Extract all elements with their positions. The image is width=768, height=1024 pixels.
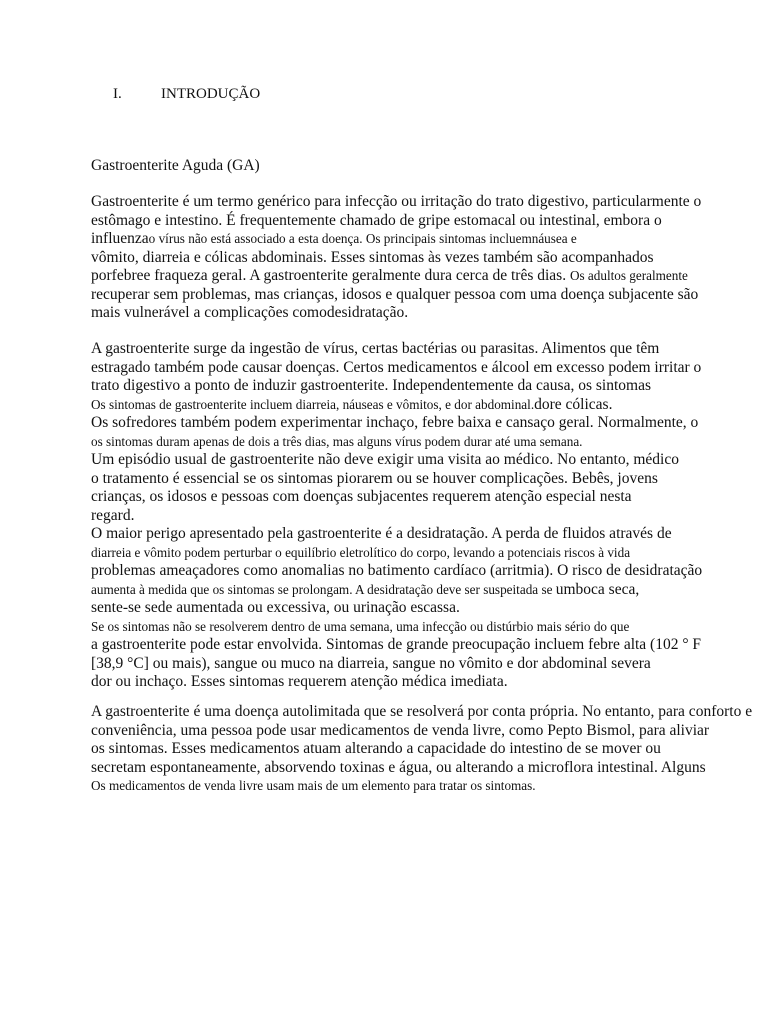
text-run: dore cólicas. (534, 395, 613, 413)
text-run: estômago e intestino. É frequentemente chamado de gripe estomacal ou intestinal, embora o (91, 211, 662, 229)
text-run: problemas ameaçadores como anomalias no batimento cardíaco (arritmia). (91, 562, 554, 579)
text-line (91, 286, 763, 305)
text-run: aumenta à medida que os sintomas se prolongam. A desidratação deve ser suspeitada se (91, 581, 556, 597)
section-title: INTRODUÇÃO (161, 86, 261, 102)
text-line (91, 544, 763, 563)
text-run: trato digestivo a ponto de induzir gastroenterite. Independentemente da causa, os sintomas (91, 377, 651, 394)
text-run: estragado também pode causar doenças. Certos medicamentos e álcool em excesso podem irritar o (91, 358, 702, 376)
text-line (91, 703, 763, 722)
text-run: sente-se sede aumentada ou excessiva, ou urinação escassa. (91, 599, 460, 616)
text-run: vômito, diarreia e cólicas abdominais. Esses sintomas às vezes também são acompanhados (91, 248, 654, 266)
text-line (91, 396, 763, 415)
text-line (91, 340, 763, 359)
text-run: Os adultos geralmente (569, 268, 688, 283)
text-run: [38,9 °C] ou mais), sangue ou muco na diarreia, sangue no vômito e dor abdominal severa (91, 654, 651, 672)
text-line (91, 414, 763, 433)
text-run: Se os sintomas não se resolverem dentro de uma semana, uma infecção ou distúrbio mais sério do que (91, 618, 630, 634)
text-run: influenza (91, 230, 149, 247)
text-run: porfebree fraqueza geral. A gastroenterite geralmente dura cerca de três dias. (91, 267, 570, 284)
text-run: os sintomas duram apenas de dois a três dias, mas alguns vírus podem durar até uma semana. (91, 433, 583, 449)
text-run: dor ou inchaço. Esses sintomas requerem atenção médica imediata. (91, 673, 508, 690)
text-line (91, 759, 763, 778)
paragraph-1 (91, 193, 763, 323)
text-line (91, 740, 763, 759)
text-line (91, 212, 763, 231)
text-run: A gastroenterite é uma doença autolimitada que se resolverá por conta própria. No entanto, para conforto e (91, 703, 753, 720)
text-line (91, 581, 763, 600)
text-line (91, 655, 763, 674)
text-run: diarreia e vômito podem perturbar o equilíbrio eletrolítico do corpo, levando a potenciais riscos à vida (91, 544, 631, 560)
document-subtitle: Gastroenterite Aguda (GA) (91, 157, 260, 174)
text-run: secretam espontaneamente, absorvendo toxinas e água, ou alterando a microflora intestinal. Alguns (91, 758, 706, 776)
text-line (91, 267, 763, 286)
text-line (91, 507, 763, 526)
text-line (91, 359, 763, 378)
text-run: conveniência, uma pessoa pode usar medicamentos de venda livre, como Pepto Bismol, para aliviar (91, 721, 710, 739)
text-line (91, 618, 763, 637)
text-run: Os sofredores também podem experimentar inchaço, febre baixa e cansaço geral. Normalmente, o (91, 414, 699, 431)
text-line (91, 636, 763, 655)
text-run: os sintomas. Esses medicamentos atuam alterando a capacidade do intestino de se mover ou (91, 740, 661, 757)
text-line (91, 599, 763, 618)
text-run: crianças, os idosos e pessoas com doenças subjacentes requerem atenção especial nesta (91, 488, 632, 505)
text-line (91, 304, 763, 323)
text-line (91, 470, 763, 489)
text-run: Um episódio usual de gastroenterite não deve exigir uma visita ao médico. No entanto, médico (91, 451, 679, 468)
text-line (91, 562, 763, 581)
text-run: Gastroenterite é um termo genérico para infecção ou irritação do trato digestivo, particularmente o (91, 193, 702, 210)
text-run: o vírus não está associado a esta doença. Os principais sintomas incluemnáusea e (148, 231, 577, 246)
text-run: Os sintomas de gastroenterite incluem diarreia, náuseas e vômitos, e dor abdominal. (91, 396, 535, 412)
text-line (91, 230, 763, 249)
section-number: I. (113, 86, 122, 102)
text-run: regard. (91, 506, 135, 524)
text-line (91, 249, 763, 268)
text-line (91, 433, 763, 452)
text-run: a gastroenterite pode estar envolvida. Sintomas de grande preocupação incluem febre alta (102 ° F (91, 636, 702, 653)
text-line (91, 673, 763, 692)
text-line (91, 193, 763, 212)
text-run: mais vulnerável a complicações comodesidratação. (91, 304, 409, 321)
text-line (91, 488, 763, 507)
text-line (91, 525, 763, 544)
text-run: O risco de desidratação (553, 562, 703, 579)
text-run: umboca seca, (555, 580, 640, 598)
text-line (91, 377, 763, 396)
paragraph-2 (91, 340, 763, 692)
text-line (91, 451, 763, 470)
text-line (91, 777, 763, 796)
text-run: Os medicamentos de venda livre usam mais de um elemento para tratar os sintomas. (91, 778, 536, 793)
text-run: O maior perigo apresentado pela gastroenterite é a desidratação. A perda de fluidos através de (91, 525, 672, 542)
text-run: recuperar sem problemas, mas crianças, idosos e qualquer pessoa com uma doença subjacente são (91, 285, 699, 303)
text-line (91, 722, 763, 741)
text-run: o tratamento é essencial se os sintomas piorarem ou se houver complicações. Bebês, jovens (91, 469, 658, 487)
section-heading (113, 86, 260, 103)
text-run: A gastroenterite surge da ingestão de vírus, certas bactérias ou parasitas. Alimentos que têm (91, 340, 660, 357)
paragraph-3 (91, 703, 763, 796)
